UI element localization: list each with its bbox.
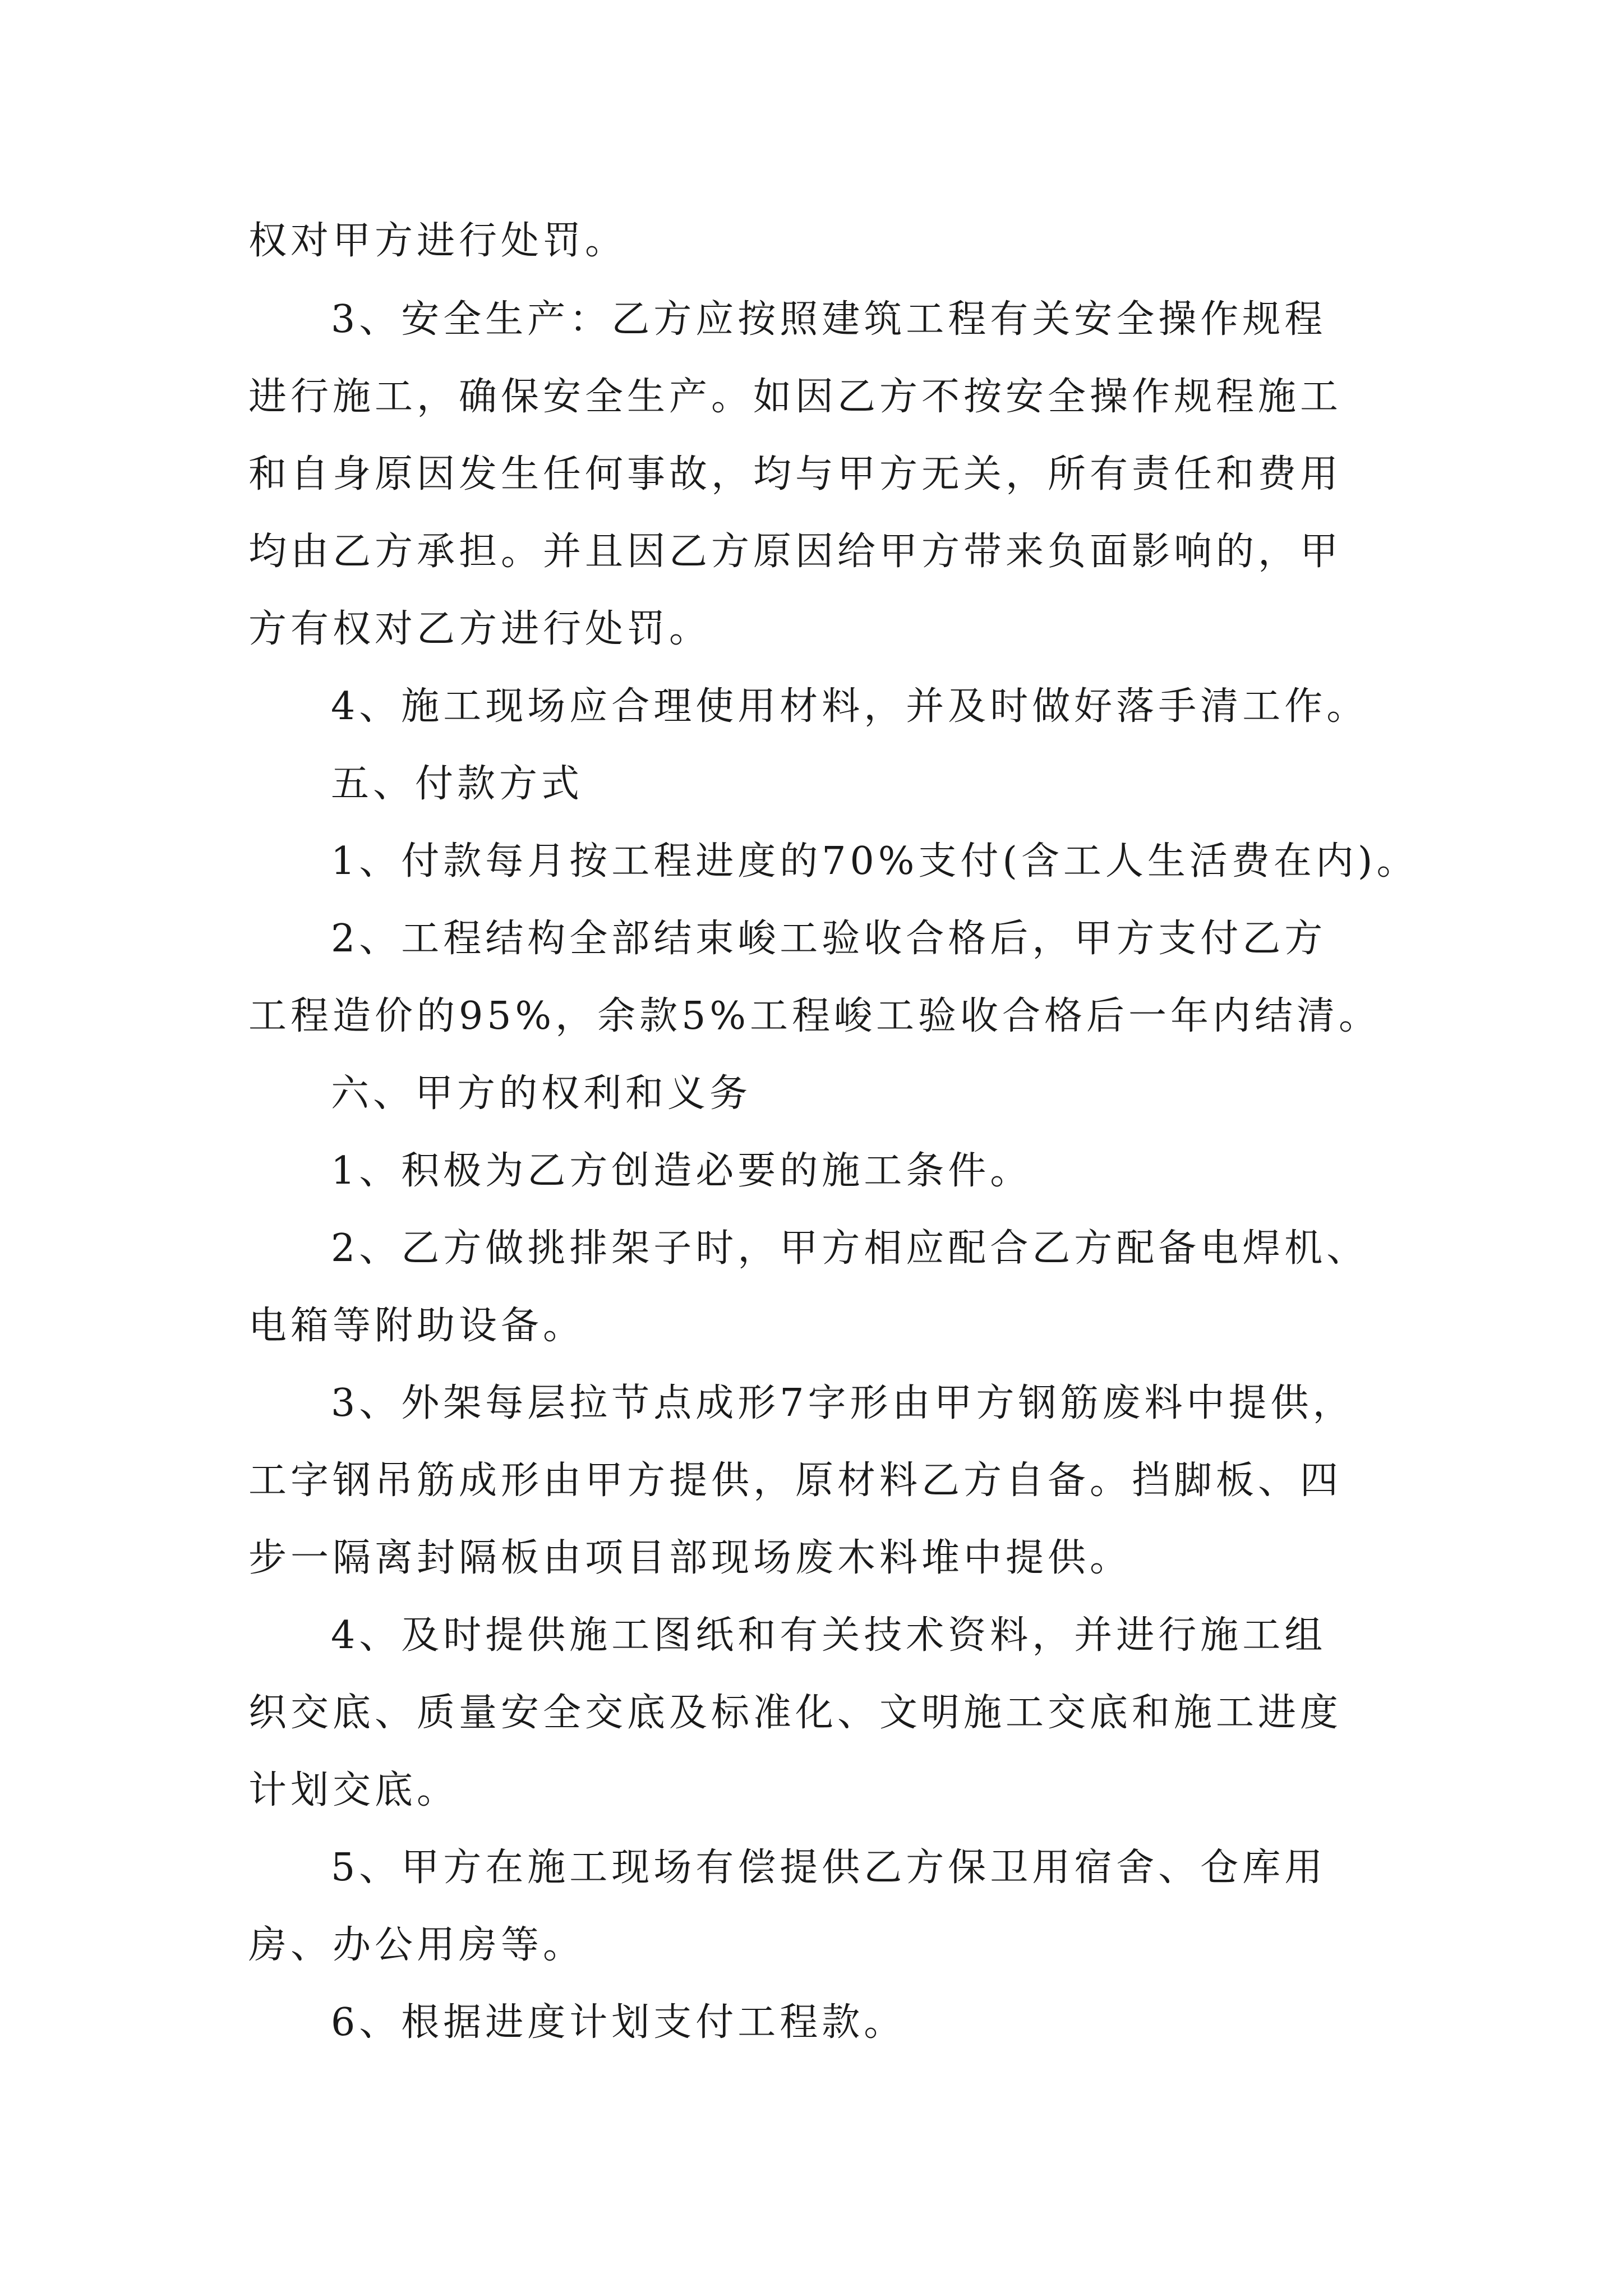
text-line: 4、及时提供施工图纸和有关技术资料，并进行施工组 bbox=[331, 1613, 1327, 1658]
text-line: 2、乙方做挑排架子时，甲方相应配合乙方配备电焊机、 bbox=[331, 1226, 1369, 1271]
text-line: 5、甲方在施工现场有偿提供乙方保卫用宿舍、仓库用 bbox=[331, 1846, 1327, 1890]
text-line: 房、办公用房等。 bbox=[248, 1923, 585, 1967]
text-line: 4、施工现场应合理使用材料，并及时做好落手清工作。 bbox=[331, 684, 1369, 729]
text-line: 3、外架每层拉节点成形7字形由甲方钢筋废料中提供， bbox=[331, 1381, 1355, 1425]
section-heading: 五、付款方式 bbox=[331, 762, 584, 806]
text-line: 1、积极为乙方创造必要的施工条件。 bbox=[331, 1149, 1032, 1193]
text-line: 1、付款每月按工程进度的70%支付(含工人生活费在内)。 bbox=[331, 839, 1419, 884]
text-line: 均由乙方承担。并且因乙方原因给甲方带来负面影响的，甲 bbox=[248, 530, 1343, 574]
text-line: 电箱等附助设备。 bbox=[248, 1304, 585, 1348]
text-line: 工程造价的95%，余款5%工程峻工验收合格后一年内结清。 bbox=[248, 994, 1381, 1038]
text-line: 方有权对乙方进行处罚。 bbox=[248, 607, 712, 651]
text-line: 工字钢吊筋成形由甲方提供，原材料乙方自备。挡脚板、四 bbox=[248, 1458, 1343, 1503]
text-line: 3、安全生产：乙方应按照建筑工程有关安全操作规程 bbox=[331, 297, 1327, 342]
section-heading: 六、甲方的权利和义务 bbox=[331, 1071, 752, 1116]
text-line: 进行施工，确保安全生产。如因乙方不按安全操作规程施工 bbox=[248, 375, 1343, 419]
text-line: 2、工程结构全部结束峻工验收合格后，甲方支付乙方 bbox=[331, 917, 1327, 961]
text-line: 计划交底。 bbox=[248, 1768, 459, 1812]
text-line: 织交底、质量安全交底及标准化、文明施工交底和施工进度 bbox=[248, 1691, 1343, 1735]
text-line: 6、根据进度计划支付工程款。 bbox=[331, 2000, 906, 2045]
text-line: 步一隔离封隔板由项目部现场废木料堆中提供。 bbox=[248, 1536, 1132, 1580]
text-line: 权对甲方进行处罚。 bbox=[248, 219, 628, 263]
text-line: 和自身原因发生任何事故，均与甲方无关，所有责任和费用 bbox=[248, 452, 1343, 496]
